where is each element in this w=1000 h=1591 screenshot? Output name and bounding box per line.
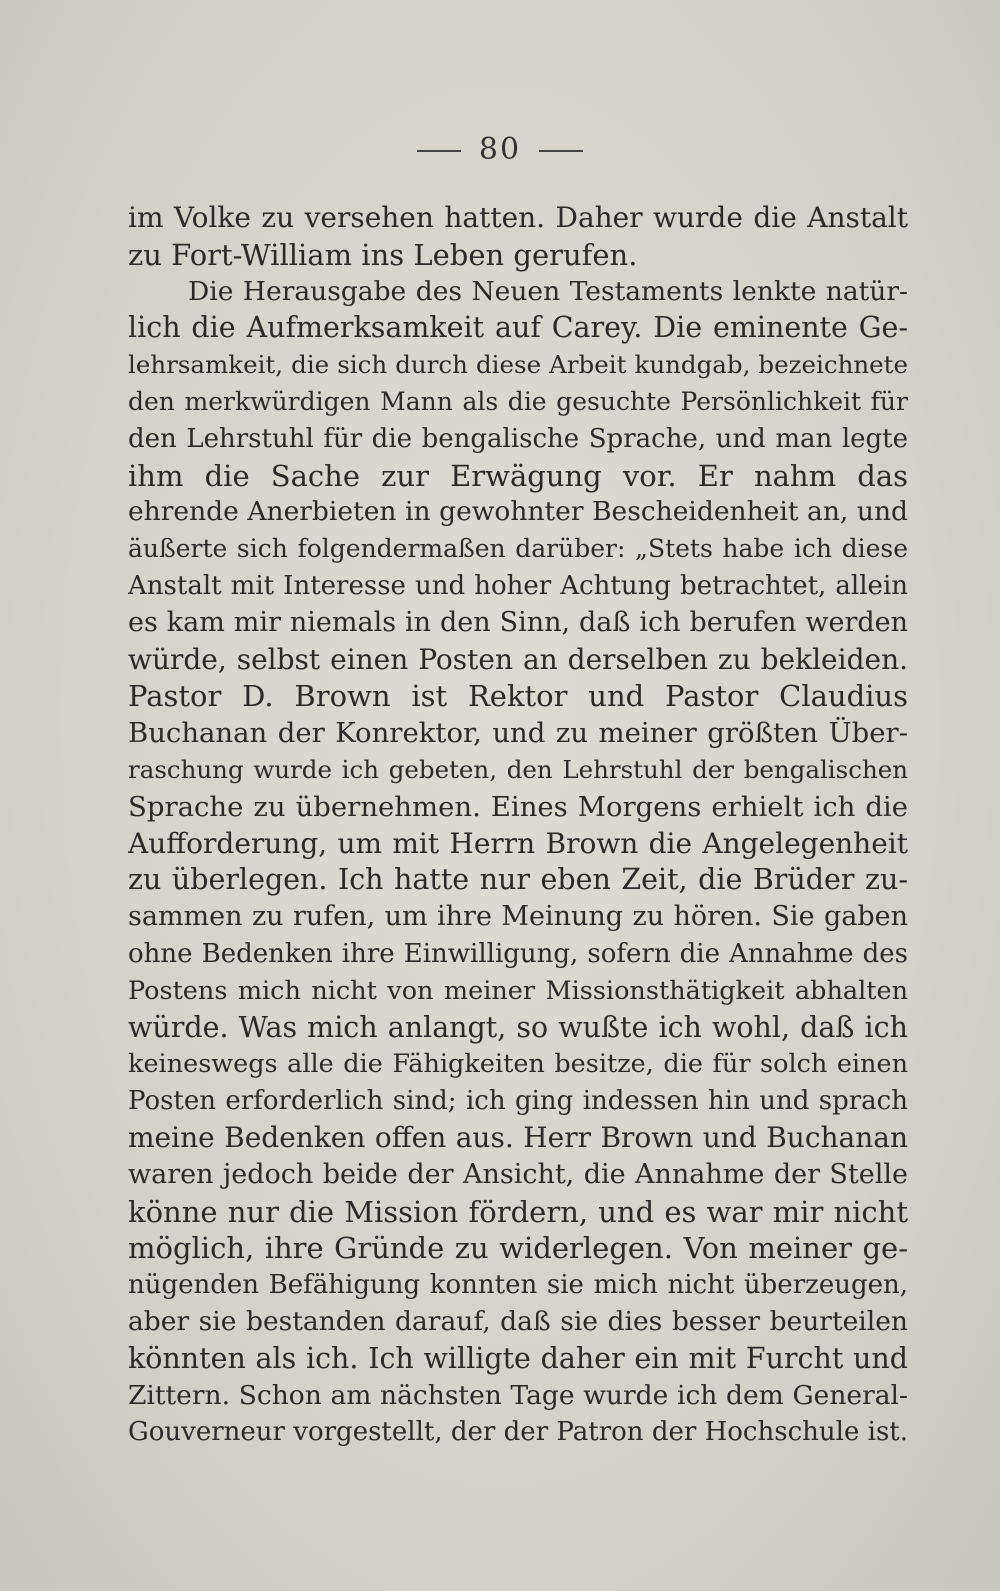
text-line: würde, selbst einen Posten an derselben zu bekleiden. [128, 642, 908, 676]
dash-right [539, 150, 583, 152]
text-line: könnten als ich. Ich willigte daher ein mit Furcht und [128, 1341, 908, 1375]
text-line: Pastor D. Brown ist Rektor und Pastor Claudius [128, 679, 908, 714]
text-line: lich die Aufmerksamkeit auf Carey. Die eminente Ge- [128, 311, 908, 345]
text-line: lehrsamkeit, die sich durch diese Arbeit kundgab, bezeichnete [128, 350, 908, 380]
text-line: Zittern. Schon am nächsten Tage wurde ich dem General- [128, 1379, 908, 1411]
text-line: Buchanan der Konrektor, und zu meiner größten Über- [128, 717, 908, 750]
text-line: möglich, ihre Gründe zu widerlegen. Von meiner ge- [128, 1231, 908, 1266]
text-line: Postens mich nicht von meiner Missionsthätigkeit abhalten [128, 975, 908, 1006]
text-line: keineswegs alle die Fähigkeiten besitze, die für solch einen [128, 1049, 908, 1080]
text-line: Sprache zu übernehmen. Eines Morgens erhielt ich die [128, 790, 908, 823]
text-line: könne nur die Mission fördern, und es war mir nicht [128, 1194, 908, 1229]
text-line: waren jedoch beide der Ansicht, die Annahme der Stelle [128, 1158, 908, 1190]
text-line: Die Herausgabe des Neuen Testaments lenkte natür- [188, 275, 908, 307]
text-line: Anstalt mit Interesse und hoher Achtung betrachtet, allein [128, 570, 908, 601]
body-text [128, 200, 908, 1451]
text-line: Posten erforderlich sind; ich ging indessen hin und sprach [128, 1086, 908, 1117]
text-line: sammen zu rufen, um ihre Meinung zu hören. Sie gaben [128, 901, 908, 933]
text-line: im Volke zu versehen hatten. Daher wurde die Anstalt [128, 201, 908, 234]
text-line: den Lehrstuhl für die bengalische Sprache, und man legte [128, 423, 908, 454]
text-line: Gouverneur vorgestellt, der der Patron der Hochschule ist. [128, 1417, 908, 1448]
text-line: ohne Bedenken ihre Einwilligung, sofern die Annahme des [128, 938, 908, 969]
text-line: nügenden Befähigung konnten sie mich nicht überzeugen, [128, 1270, 908, 1301]
page-number: 80 [0, 132, 1000, 167]
text-line: ehrende Anerbieten in gewohnter Bescheidenheit an, und [128, 496, 908, 528]
text-line: zu überlegen. Ich hatte nur eben Zeit, die Brüder zu- [128, 863, 908, 897]
text-line: meine Bedenken offen aus. Herr Brown und Buchanan [128, 1120, 908, 1154]
text-line: äußerte sich folgendermaßen darüber: „Stets habe ich diese [128, 534, 908, 564]
text-line: den merkwürdigen Mann als die gesuchte Persönlichkeit für [128, 386, 908, 416]
text-line: raschung wurde ich gebeten, den Lehrstuhl der bengalischen [128, 754, 908, 784]
text-line: zu Fort-William ins Leben gerufen. [128, 237, 638, 272]
text-line: ihm die Sache zur Erwägung vor. Er nahm das [128, 458, 908, 493]
text-line: aber sie bestanden darauf, daß sie dies besser beurteilen [128, 1305, 908, 1337]
text-line: es kam mir niemals in den Sinn, daß ich berufen werden [128, 606, 908, 638]
dash-left [417, 150, 461, 152]
text-line: Aufforderung, um mit Herrn Brown die Angelegenheit [128, 826, 908, 860]
text-line: würde. Was mich anlangt, so wußte ich wohl, daß ich [128, 1010, 908, 1044]
